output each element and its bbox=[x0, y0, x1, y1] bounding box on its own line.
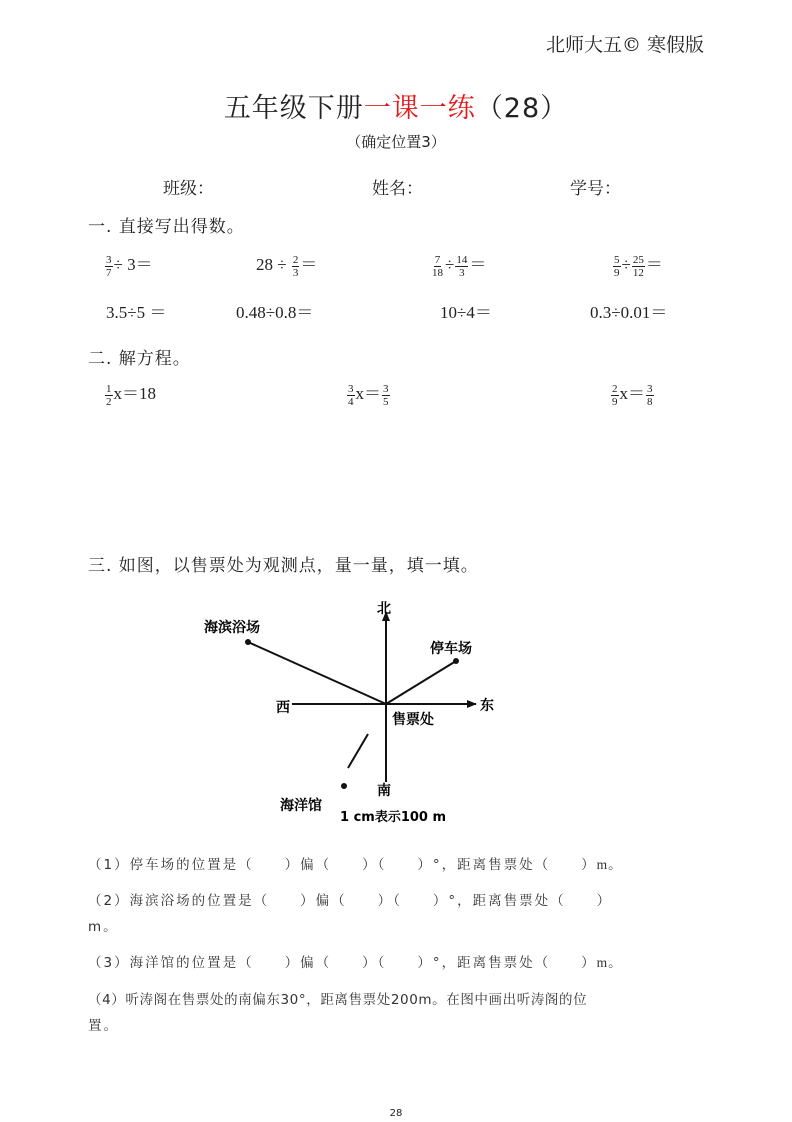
question-3: （3）海洋馆的位置是（ ）偏（ ）（ ）°，距离售票处（ ）m。 bbox=[88, 955, 623, 971]
question-4: （4）听涛阁在售票处的南偏东30°，距离售票处200m。在图中画出听涛阁的位 bbox=[88, 992, 588, 1008]
east-label: 东 bbox=[480, 698, 494, 714]
section2-heading: 二. 解方程。 bbox=[88, 349, 191, 369]
fraction: $\frac{25}{12}$ bbox=[632, 253, 644, 279]
title-highlight: 一课一练 bbox=[363, 93, 476, 124]
center-label: 售票处 bbox=[392, 712, 434, 728]
fraction: $\frac{7}{18}$ bbox=[432, 253, 443, 279]
section3-heading: 三. 如图，以售票处为观测点，量一量，填一填。 bbox=[88, 556, 479, 576]
beach-point bbox=[245, 639, 251, 645]
fraction: $\frac{2}{9}$ bbox=[612, 382, 618, 408]
page-subtitle: （确定位置3） bbox=[346, 133, 446, 151]
name-label: 姓名： bbox=[372, 179, 423, 199]
question-4-cont: 置。 bbox=[88, 1018, 119, 1034]
title-suffix: （28） bbox=[475, 93, 569, 124]
fraction: $\frac{3}{4}$ bbox=[348, 382, 354, 408]
edition-label: 北师大五© 寒假版 bbox=[545, 34, 704, 56]
equation-item: $\frac{2}{9}$ x＝ $\frac{3}{8}$ bbox=[612, 382, 653, 408]
direction-diagram bbox=[180, 590, 500, 830]
title-prefix: 五年级下册 bbox=[223, 93, 364, 124]
equation-item: $\frac{1}{2}$ x＝18 bbox=[106, 382, 156, 408]
calc-item: $\frac{5}{9}$ ÷ $\frac{25}{12}$ ＝ bbox=[614, 253, 663, 279]
page-number: 28 bbox=[389, 1108, 403, 1119]
class-label: 班级： bbox=[163, 179, 214, 199]
fraction: $\frac{14}{3}$ bbox=[456, 253, 468, 279]
aquarium-point bbox=[341, 783, 347, 789]
fraction: $\frac{3}{8}$ bbox=[647, 382, 653, 408]
calc-item: $\frac{7}{18}$ ÷ $\frac{14}{3}$ ＝ bbox=[432, 253, 487, 279]
calc-item: 3.5÷5 ＝ bbox=[106, 303, 167, 322]
beach-label: 海滨浴场 bbox=[204, 620, 260, 636]
calc-item: 0.48÷0.8＝ bbox=[236, 303, 314, 322]
fraction: $\frac{3}{7}$ bbox=[106, 253, 112, 279]
fraction: $\frac{1}{2}$ bbox=[106, 382, 112, 408]
south-label: 南 bbox=[377, 783, 391, 799]
beach-line bbox=[248, 642, 386, 704]
fraction: $\frac{5}{9}$ bbox=[614, 253, 620, 279]
section1-heading: 一. 直接写出得数。 bbox=[88, 217, 245, 237]
parking-point bbox=[453, 658, 459, 664]
calc-item: 28 ÷ $\frac{2}{3}$ ＝ bbox=[256, 253, 318, 279]
aquarium-line bbox=[348, 734, 368, 768]
question-2-unit: m。 bbox=[88, 919, 119, 935]
student-id-label: 学号： bbox=[570, 179, 621, 199]
parking-line bbox=[386, 661, 456, 704]
question-2: （2）海滨浴场的位置是（ ）偏（ ）（ ）°，距离售票处（ ） bbox=[88, 893, 613, 909]
aquarium-label: 海洋馆 bbox=[280, 798, 322, 814]
fraction: $\frac{2}{3}$ bbox=[292, 253, 299, 279]
page-title bbox=[0, 86, 792, 125]
calc-item: $\frac{3}{7}$ ÷ 3＝ bbox=[106, 253, 153, 279]
question-1: （1）停车场的位置是（ ）偏（ ）（ ）°，距离售票处（ ）m。 bbox=[88, 857, 623, 873]
scale-label: 1 cm表示100 m bbox=[340, 810, 447, 825]
parking-label: 停车场 bbox=[430, 641, 472, 657]
calc-item: 0.3÷0.01＝ bbox=[590, 303, 668, 322]
equation-item: $\frac{3}{4}$ x＝ $\frac{3}{5}$ bbox=[348, 382, 389, 408]
fraction: $\frac{3}{5}$ bbox=[383, 382, 389, 408]
calc-item: 10÷4＝ bbox=[440, 303, 492, 322]
north-label: 北 bbox=[377, 601, 391, 617]
west-label: 西 bbox=[276, 700, 290, 716]
